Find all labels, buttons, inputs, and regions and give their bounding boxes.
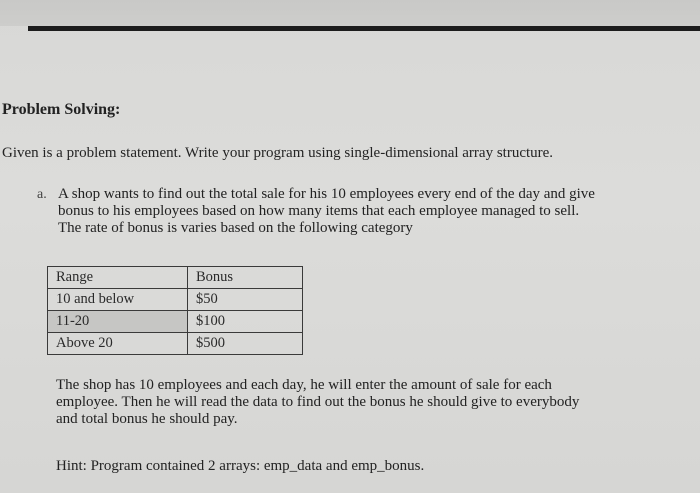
problem-line: The rate of bonus is varies based on the following category xyxy=(58,220,413,236)
description-line: employee. Then he will read the data to find out the bonus he should give to everybody xyxy=(56,394,580,410)
top-margin xyxy=(0,0,700,26)
table-row xyxy=(48,311,303,333)
bonus-rate-table xyxy=(47,266,303,355)
problem-description xyxy=(58,186,698,237)
range-cell: 10 and below xyxy=(48,289,188,311)
header-range: Range xyxy=(48,267,188,289)
header-bonus: Bonus xyxy=(188,267,303,289)
bonus-cell: $500 xyxy=(188,333,303,355)
shop-description xyxy=(56,377,696,428)
table-row xyxy=(48,333,303,355)
bonus-cell: $100 xyxy=(188,311,303,333)
table-row xyxy=(48,289,303,311)
item-marker: a. xyxy=(37,187,47,202)
description-line: The shop has 10 employees and each day, he will enter the amount of sale for each xyxy=(56,377,552,393)
description-line: and total bonus he should pay. xyxy=(56,411,238,427)
hint-text: Hint: Program contained 2 arrays: emp_data and emp_bonus. xyxy=(56,458,425,474)
range-cell: 11-20 xyxy=(48,311,188,333)
bonus-cell: $50 xyxy=(188,289,303,311)
top-rule xyxy=(28,26,700,31)
problem-line: A shop wants to find out the total sale for his 10 employees every end of the day and give xyxy=(58,186,595,202)
problem-line: bonus to his employees based on how many items that each employee managed to sell. xyxy=(58,203,580,219)
section-heading: Problem Solving: xyxy=(2,101,121,118)
table-header-row xyxy=(48,267,303,289)
intro-statement: Given is a problem statement. Write your program using single-dimensional array structure. xyxy=(2,145,554,161)
range-cell: Above 20 xyxy=(48,333,188,355)
